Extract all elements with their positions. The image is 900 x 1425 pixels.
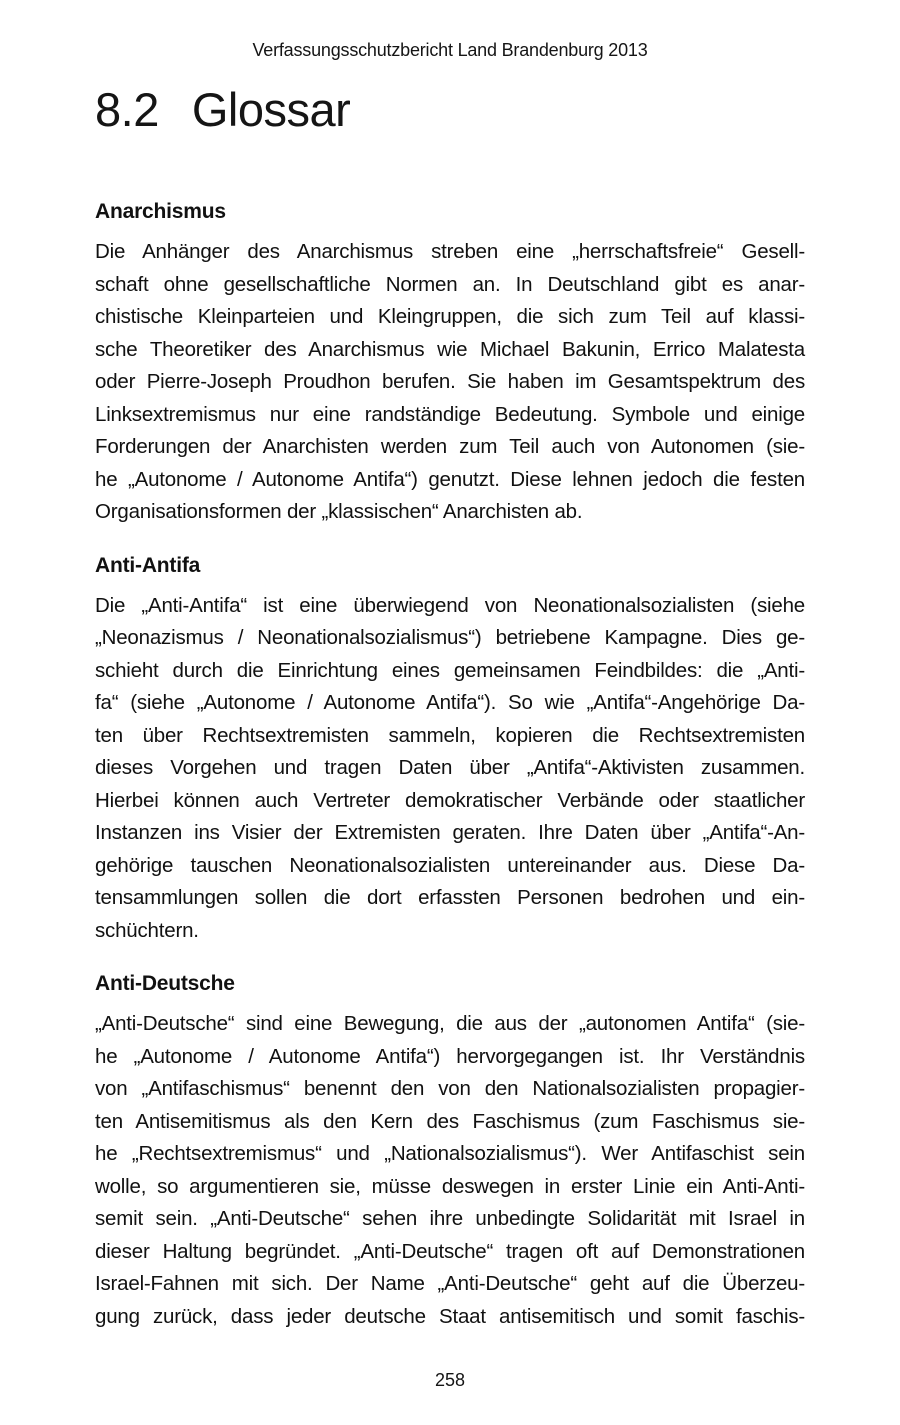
glossary-entry <box>95 971 805 1333</box>
page-number: 258 <box>434 1370 466 1390</box>
glossary-definition <box>95 236 805 529</box>
glossary-definition <box>95 590 805 948</box>
text-line: Forderungen der Anarchisten werden zum Teil auch von Autonomen (sie- <box>95 435 805 458</box>
text-line: „Neonazismus / Neonationalsozialismus“) betriebene Kampagne. Dies ge- <box>95 626 805 649</box>
glossary-entry <box>95 199 805 529</box>
text-line: Israel-Fahnen mit sich. Der Name „Anti-Deutsche“ geht auf die Überzeu- <box>95 1272 805 1295</box>
text-line: tensammlungen sollen die dort erfassten Personen bedrohen und ein- <box>95 886 805 909</box>
text-line: ten Antisemitismus als den Kern des Faschismus (zum Faschismus sie- <box>95 1109 805 1133</box>
running-header: Verfassungsschutzbericht Land Brandenburg 2013 <box>252 40 648 60</box>
text-line: he „Rechtsextremismus“ und „Nationalsozialismus“). Wer Antifaschist sein <box>95 1142 805 1165</box>
text-line: schaft ohne gesellschaftliche Normen an. In Deutschland gibt es anar- <box>95 272 805 296</box>
text-line: oder Pierre-Joseph Proudhon berufen. Sie haben im Gesamtspektrum des <box>95 370 805 393</box>
text-line: wolle, so argumentieren sie, müsse deswegen in erster Linie ein Anti-Anti- <box>95 1174 805 1198</box>
glossary-term: Anarchismus <box>95 200 226 223</box>
glossary-term: Anti-Deutsche <box>95 972 235 995</box>
text-line: „Anti-Deutsche“ sind eine Bewegung, die aus der „autonomen Antifa“ (sie- <box>95 1012 805 1035</box>
text-line: fa“ (siehe „Autonome / Autonome Antifa“). So wie „Antifa“-Angehörige Da- <box>95 691 805 714</box>
glossary-definition <box>95 1008 805 1333</box>
text-line: von „Antifaschismus“ benennt den von den Nationalsozialisten propagier- <box>95 1077 805 1100</box>
text-line: Hierbei können auch Vertreter demokratischer Verbände oder staatlicher <box>95 788 805 812</box>
chapter-number: 8.2 <box>95 83 159 136</box>
text-line: chistische Kleinparteien und Kleingruppen, die sich zum Teil auf klassi- <box>95 305 805 328</box>
glossary-term: Anti-Antifa <box>95 553 201 577</box>
text-line: dieses Vorgehen und tragen Daten über „Antifa“-Aktivisten zusammen. <box>95 756 805 779</box>
text-line: Organisationsformen der „klassischen“ Anarchisten ab. <box>95 500 583 523</box>
text-line: gehörige tauschen Neonationalsozialisten untereinander aus. Diese Da- <box>95 853 805 877</box>
text-line: Instanzen ins Visier der Extremisten geraten. Ihre Daten über „Antifa“-An- <box>95 821 805 844</box>
text-line: Linksextremismus nur eine randständige Bedeutung. Symbole und einige <box>95 402 805 426</box>
text-line: dieser Haltung begründet. „Anti-Deutsche“ tragen oft auf Demonstrationen <box>95 1239 805 1263</box>
glossary-entry <box>95 553 805 948</box>
text-line: schüchtern. <box>95 918 199 942</box>
chapter-name: Glossar <box>191 83 351 136</box>
chapter-title <box>95 83 805 136</box>
text-line: he „Autonome / Autonome Antifa“) hervorgegangen ist. Ihr Verständnis <box>95 1044 805 1068</box>
text-line: Die Anhänger des Anarchismus streben eine „herrschaftsfreie“ Gesell- <box>95 240 805 263</box>
text-line: he „Autonome / Autonome Antifa“) genutzt. Diese lehnen jedoch die festen <box>95 467 805 491</box>
text-line: Die „Anti-Antifa“ ist eine überwiegend von Neonationalsozialisten (siehe <box>95 593 805 617</box>
text-line: ten über Rechtsextremisten sammeln, kopieren die Rechtsextremisten <box>95 723 805 747</box>
glossary-entries <box>95 199 805 1333</box>
text-line: gung zurück, dass jeder deutsche Staat antisemitisch und somit faschis- <box>95 1304 805 1328</box>
text-line: sche Theoretiker des Anarchismus wie Michael Bakunin, Errico Malatesta <box>95 337 805 361</box>
text-line: schieht durch die Einrichtung eines gemeinsamen Feindbildes: die „Anti- <box>95 658 805 682</box>
text-line: semit sein. „Anti-Deutsche“ sehen ihre unbedingte Solidarität mit Israel in <box>95 1207 805 1230</box>
